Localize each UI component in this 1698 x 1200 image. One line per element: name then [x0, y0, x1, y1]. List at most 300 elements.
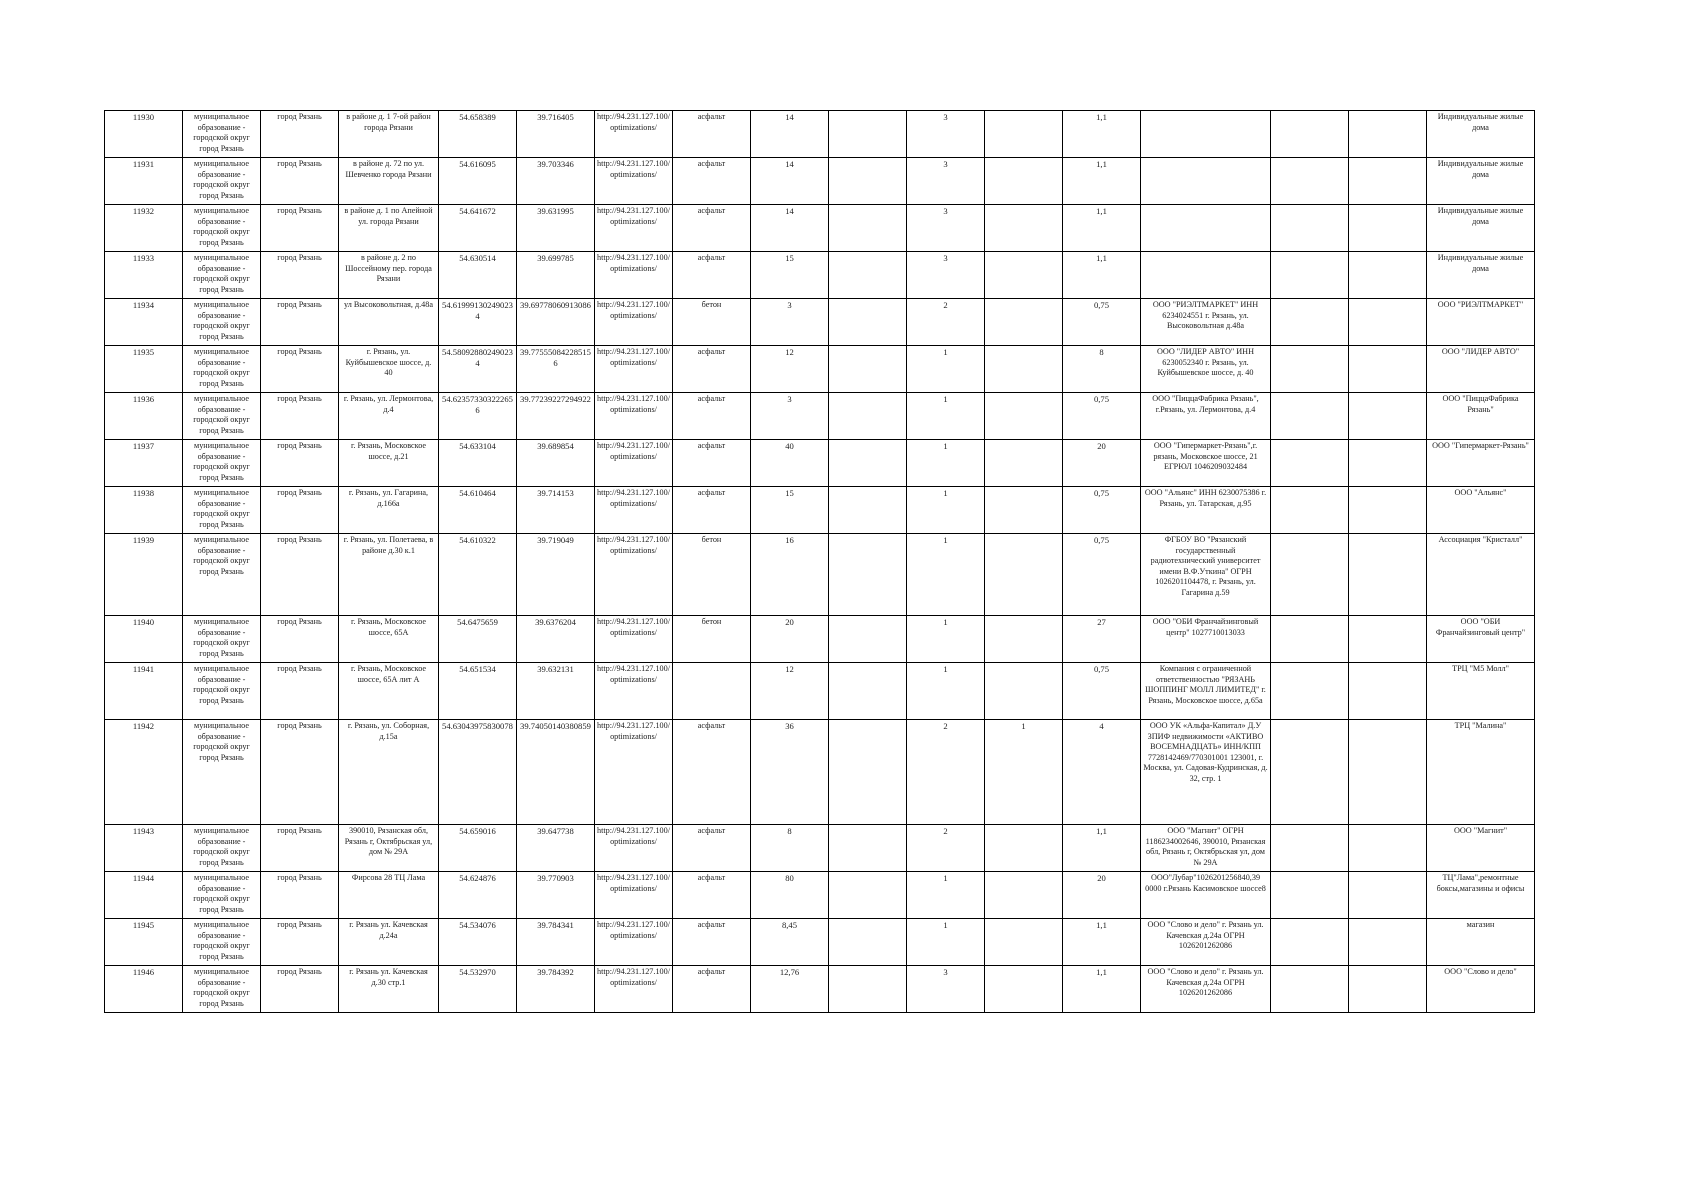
cell-c15: [1271, 440, 1349, 487]
cell-c10: [829, 534, 907, 616]
table-row: [105, 487, 1535, 534]
cell-url: http://94.231.127.100/optimizations/: [595, 534, 673, 616]
cell-id: 11935: [105, 346, 183, 393]
cell-c11: 1: [907, 663, 985, 720]
cell-source: ООО "Гипермаркет-Рязань": [1427, 440, 1535, 487]
table-row: [105, 534, 1535, 616]
cell-source: ООО "ЛИДЕР АВТО": [1427, 346, 1535, 393]
table-row: [105, 919, 1535, 966]
cell-id: 11931: [105, 158, 183, 205]
cell-c15: [1271, 111, 1349, 158]
cell-lon: 39.784392: [517, 966, 595, 1013]
cell-c11: 2: [907, 825, 985, 872]
cell-city: город Рязань: [261, 111, 339, 158]
cell-c15: [1271, 616, 1349, 663]
cell-lat: 54.624876: [439, 872, 517, 919]
cell-address: г. Рязань, ул. Полетаева, в районе д.30 к.1: [339, 534, 439, 616]
cell-id: 11945: [105, 919, 183, 966]
cell-c13: 1,1: [1063, 111, 1141, 158]
cell-surface: асфальт: [673, 111, 751, 158]
cell-c12: 1: [985, 720, 1063, 825]
cell-source: ТЦ"Лама",ремонтные боксы,магазины и офисы: [1427, 872, 1535, 919]
cell-mo: муниципальное образование - городской округ город Рязань: [183, 252, 261, 299]
cell-mo: муниципальное образование - городской округ город Рязань: [183, 825, 261, 872]
cell-c10: [829, 346, 907, 393]
cell-surface: асфальт: [673, 966, 751, 1013]
cell-address: г. Рязань ул. Качевская д.30 стр.1: [339, 966, 439, 1013]
cell-surface: бетон: [673, 534, 751, 616]
cell-c16: [1349, 720, 1427, 825]
cell-c12: [985, 111, 1063, 158]
cell-address: в районе д. 1 7-ой район города Рязани: [339, 111, 439, 158]
cell-lat: 54.6475659: [439, 616, 517, 663]
cell-id: 11946: [105, 966, 183, 1013]
cell-area: 36: [751, 720, 829, 825]
cell-lat: 54.658389: [439, 111, 517, 158]
cell-surface: асфальт: [673, 825, 751, 872]
cell-city: город Рязань: [261, 663, 339, 720]
cell-lon: 39.714153: [517, 487, 595, 534]
cell-c13: 1,1: [1063, 825, 1141, 872]
cell-c10: [829, 966, 907, 1013]
cell-url: http://94.231.127.100/optimizations/: [595, 663, 673, 720]
cell-source: ООО "ПиццаФабрика Рязань": [1427, 393, 1535, 440]
cell-area: 8,45: [751, 919, 829, 966]
cell-c13: 1,1: [1063, 252, 1141, 299]
cell-source: Индивидуальные жилые дома: [1427, 111, 1535, 158]
cell-surface: асфальт: [673, 346, 751, 393]
cell-address: г. Рязань ул. Качевская д.24а: [339, 919, 439, 966]
cell-surface: асфальт: [673, 252, 751, 299]
cell-lat: 54.616095: [439, 158, 517, 205]
cell-c12: [985, 663, 1063, 720]
cell-c10: [829, 720, 907, 825]
cell-url: http://94.231.127.100/optimizations/: [595, 919, 673, 966]
cell-lat: 54.619991302490234: [439, 299, 517, 346]
cell-source: магазин: [1427, 919, 1535, 966]
cell-c12: [985, 872, 1063, 919]
cell-lon: 39.703346: [517, 158, 595, 205]
cell-owner: ООО "ОБИ Франчайзинговый центр" 1027710013033: [1141, 616, 1271, 663]
cell-url: http://94.231.127.100/optimizations/: [595, 252, 673, 299]
cell-c16: [1349, 205, 1427, 252]
cell-c12: [985, 919, 1063, 966]
cell-city: город Рязань: [261, 252, 339, 299]
cell-c13: 20: [1063, 872, 1141, 919]
cell-id: 11934: [105, 299, 183, 346]
cell-c10: [829, 393, 907, 440]
table-row: [105, 825, 1535, 872]
cell-c10: [829, 487, 907, 534]
cell-area: 12,76: [751, 966, 829, 1013]
cell-c11: 3: [907, 252, 985, 299]
cell-id: 11936: [105, 393, 183, 440]
cell-lat: 54.659016: [439, 825, 517, 872]
cell-lat: 54.63043975830078: [439, 720, 517, 825]
cell-owner: [1141, 158, 1271, 205]
cell-mo: муниципальное образование - городской округ город Рязань: [183, 205, 261, 252]
cell-city: город Рязань: [261, 346, 339, 393]
cell-c16: [1349, 487, 1427, 534]
cell-lon: 39.69778060913086: [517, 299, 595, 346]
cell-url: http://94.231.127.100/optimizations/: [595, 393, 673, 440]
cell-c15: [1271, 393, 1349, 440]
cell-address: г. Рязань, ул. Соборная, д.15а: [339, 720, 439, 825]
table-row: [105, 111, 1535, 158]
cell-lon: 39.74050140380859: [517, 720, 595, 825]
cell-area: 14: [751, 158, 829, 205]
cell-surface: бетон: [673, 299, 751, 346]
cell-lon: 39.689854: [517, 440, 595, 487]
cell-url: http://94.231.127.100/optimizations/: [595, 205, 673, 252]
cell-mo: муниципальное образование - городской округ город Рязань: [183, 919, 261, 966]
cell-url: http://94.231.127.100/optimizations/: [595, 440, 673, 487]
cell-area: 12: [751, 346, 829, 393]
cell-lat: 54.623573303222656: [439, 393, 517, 440]
cell-c13: 20: [1063, 440, 1141, 487]
cell-lon: 39.632131: [517, 663, 595, 720]
cell-surface: [673, 663, 751, 720]
cell-c16: [1349, 663, 1427, 720]
cell-owner: ООО "Альянс" ИНН 6230075386 г. Рязань, ул. Татарская, д.95: [1141, 487, 1271, 534]
cell-owner: ООО"Лубар"1026201256840,39 0000 г.Рязань Касимовское шоссе8: [1141, 872, 1271, 919]
cell-c11: 1: [907, 440, 985, 487]
cell-surface: асфальт: [673, 487, 751, 534]
cell-source: ТРЦ "Малина": [1427, 720, 1535, 825]
cell-id: 11944: [105, 872, 183, 919]
cell-city: город Рязань: [261, 299, 339, 346]
cell-owner: ООО "Слово и дело" г. Рязань ул. Качевская д.24а ОГРН 1026201262086: [1141, 966, 1271, 1013]
cell-c10: [829, 825, 907, 872]
cell-city: город Рязань: [261, 487, 339, 534]
cell-lon: 39.647738: [517, 825, 595, 872]
cell-c11: 3: [907, 966, 985, 1013]
cell-c11: 1: [907, 487, 985, 534]
cell-c12: [985, 346, 1063, 393]
table-row: [105, 440, 1535, 487]
cell-url: http://94.231.127.100/optimizations/: [595, 111, 673, 158]
cell-c16: [1349, 158, 1427, 205]
cell-id: 11933: [105, 252, 183, 299]
cell-c15: [1271, 487, 1349, 534]
cell-owner: [1141, 252, 1271, 299]
cell-mo: муниципальное образование - городской округ город Рязань: [183, 616, 261, 663]
cell-c10: [829, 111, 907, 158]
cell-c13: 1,1: [1063, 966, 1141, 1013]
cell-url: http://94.231.127.100/optimizations/: [595, 872, 673, 919]
cell-area: 16: [751, 534, 829, 616]
cell-source: Индивидуальные жилые дома: [1427, 252, 1535, 299]
cell-owner: ООО "ЛИДЕР АВТО" ИНН 6230052340 г. Рязань, ул. Куйбышевское шоссе, д. 40: [1141, 346, 1271, 393]
cell-c16: [1349, 616, 1427, 663]
cell-lat: 54.630514: [439, 252, 517, 299]
cell-c15: [1271, 158, 1349, 205]
cell-c11: 1: [907, 919, 985, 966]
cell-address: г. Рязань, Московское шоссе, д.21: [339, 440, 439, 487]
cell-c13: 27: [1063, 616, 1141, 663]
cell-url: http://94.231.127.100/optimizations/: [595, 720, 673, 825]
cell-id: 11938: [105, 487, 183, 534]
cell-source: ООО "Альянс": [1427, 487, 1535, 534]
cell-surface: асфальт: [673, 158, 751, 205]
cell-owner: Компания с ограниченной ответственностью "РЯЗАНЬ ШОППИНГ МОЛЛ ЛИМИТЕД" г. Рязань, Московское шоссе, д.65а: [1141, 663, 1271, 720]
cell-lon: 39.770903: [517, 872, 595, 919]
table-row: [105, 616, 1535, 663]
cell-address: г. Рязань, ул. Гагарина, д.166а: [339, 487, 439, 534]
registry-table: [104, 110, 1535, 1013]
cell-mo: муниципальное образование - городской округ город Рязань: [183, 440, 261, 487]
cell-source: ООО "РИЭЛТМАРКЕТ": [1427, 299, 1535, 346]
cell-mo: муниципальное образование - городской округ город Рязань: [183, 346, 261, 393]
cell-lon: 39.699785: [517, 252, 595, 299]
cell-c10: [829, 663, 907, 720]
cell-url: http://94.231.127.100/optimizations/: [595, 158, 673, 205]
cell-c15: [1271, 252, 1349, 299]
table-row: [105, 346, 1535, 393]
cell-mo: муниципальное образование - городской округ город Рязань: [183, 663, 261, 720]
cell-c13: 0,75: [1063, 534, 1141, 616]
cell-source: ООО "Магнит": [1427, 825, 1535, 872]
cell-url: http://94.231.127.100/optimizations/: [595, 346, 673, 393]
cell-mo: муниципальное образование - городской округ город Рязань: [183, 720, 261, 825]
cell-c10: [829, 158, 907, 205]
cell-city: город Рязань: [261, 205, 339, 252]
cell-c16: [1349, 872, 1427, 919]
cell-c15: [1271, 872, 1349, 919]
cell-c12: [985, 487, 1063, 534]
cell-c11: 3: [907, 205, 985, 252]
cell-c12: [985, 299, 1063, 346]
cell-surface: асфальт: [673, 440, 751, 487]
cell-c10: [829, 440, 907, 487]
cell-address: г. Рязань, Московское шоссе, 65А лит А: [339, 663, 439, 720]
cell-c13: 0,75: [1063, 299, 1141, 346]
cell-c15: [1271, 346, 1349, 393]
cell-owner: ФГБОУ ВО "Рязанский государственный радиотехнический университет имени В.Ф.Уткина" ОГРН 1026201104478, г. Рязань, ул. Гагарина д.59: [1141, 534, 1271, 616]
cell-c15: [1271, 720, 1349, 825]
cell-lat: 54.651534: [439, 663, 517, 720]
cell-c10: [829, 919, 907, 966]
cell-c12: [985, 252, 1063, 299]
cell-mo: муниципальное образование - городской округ город Рязань: [183, 534, 261, 616]
cell-surface: асфальт: [673, 872, 751, 919]
cell-c12: [985, 393, 1063, 440]
cell-source: ООО "Слово и дело": [1427, 966, 1535, 1013]
cell-c16: [1349, 346, 1427, 393]
cell-c13: 1,1: [1063, 919, 1141, 966]
cell-owner: ООО "Магнит" ОГРН 1186234002646, 390010, Рязанская обл, Рязань г, Октябрьская ул, дом № 29А: [1141, 825, 1271, 872]
cell-c12: [985, 825, 1063, 872]
cell-city: город Рязань: [261, 534, 339, 616]
cell-source: Индивидуальные жилые дома: [1427, 205, 1535, 252]
cell-c12: [985, 440, 1063, 487]
cell-address: Фирсова 28 ТЦ Лама: [339, 872, 439, 919]
cell-owner: [1141, 111, 1271, 158]
cell-c15: [1271, 966, 1349, 1013]
cell-c11: 2: [907, 299, 985, 346]
cell-lon: 39.716405: [517, 111, 595, 158]
cell-c11: 1: [907, 393, 985, 440]
cell-url: http://94.231.127.100/optimizations/: [595, 966, 673, 1013]
cell-lat: 54.641672: [439, 205, 517, 252]
cell-owner: [1141, 205, 1271, 252]
cell-city: город Рязань: [261, 440, 339, 487]
cell-c12: [985, 534, 1063, 616]
cell-id: 11932: [105, 205, 183, 252]
cell-area: 20: [751, 616, 829, 663]
cell-lon: 39.775550842285156: [517, 346, 595, 393]
cell-city: город Рязань: [261, 872, 339, 919]
cell-c16: [1349, 440, 1427, 487]
cell-source: ООО "ОБИ Франчайзинговый центр": [1427, 616, 1535, 663]
cell-id: 11937: [105, 440, 183, 487]
cell-city: город Рязань: [261, 158, 339, 205]
table-row: [105, 872, 1535, 919]
cell-surface: асфальт: [673, 720, 751, 825]
cell-owner: ООО "Гипермаркет-Рязань",г. рязань, Московское шоссе, 21 ЕГРЮЛ 1046209032484: [1141, 440, 1271, 487]
cell-url: http://94.231.127.100/optimizations/: [595, 825, 673, 872]
cell-lat: 54.610464: [439, 487, 517, 534]
cell-url: http://94.231.127.100/optimizations/: [595, 616, 673, 663]
cell-c16: [1349, 966, 1427, 1013]
cell-lon: 39.77239227294922: [517, 393, 595, 440]
cell-c11: 3: [907, 111, 985, 158]
cell-mo: муниципальное образование - городской округ город Рязань: [183, 872, 261, 919]
cell-surface: асфальт: [673, 919, 751, 966]
cell-owner: ООО "РИЭЛТМАРКЕТ" ИНН 6234024551 г. Рязань, ул. Высоковольтная д.48а: [1141, 299, 1271, 346]
cell-c16: [1349, 919, 1427, 966]
cell-mo: муниципальное образование - городской округ город Рязань: [183, 966, 261, 1013]
cell-source: Ассоциация "Кристалл": [1427, 534, 1535, 616]
cell-url: http://94.231.127.100/optimizations/: [595, 299, 673, 346]
cell-c15: [1271, 534, 1349, 616]
cell-lat: 54.532970: [439, 966, 517, 1013]
cell-id: 11940: [105, 616, 183, 663]
cell-c11: 3: [907, 158, 985, 205]
cell-owner: ООО "Слово и дело" г. Рязань ул. Качевская д.24а ОГРН 1026201262086: [1141, 919, 1271, 966]
cell-id: 11943: [105, 825, 183, 872]
cell-c13: 0,75: [1063, 663, 1141, 720]
cell-address: в районе д. 72 по ул. Шевченко города Рязани: [339, 158, 439, 205]
table-row: [105, 205, 1535, 252]
table-row: [105, 158, 1535, 205]
cell-lat: 54.580928802490234: [439, 346, 517, 393]
cell-area: 80: [751, 872, 829, 919]
cell-surface: бетон: [673, 616, 751, 663]
cell-id: 11941: [105, 663, 183, 720]
cell-city: город Рязань: [261, 393, 339, 440]
table-row: [105, 720, 1535, 825]
cell-c11: 1: [907, 872, 985, 919]
cell-c10: [829, 252, 907, 299]
cell-lat: 54.633104: [439, 440, 517, 487]
cell-lon: 39.784341: [517, 919, 595, 966]
cell-id: 11942: [105, 720, 183, 825]
cell-area: 15: [751, 487, 829, 534]
cell-c13: 8: [1063, 346, 1141, 393]
cell-id: 11930: [105, 111, 183, 158]
cell-c11: 2: [907, 720, 985, 825]
cell-c16: [1349, 393, 1427, 440]
cell-lon: 39.719049: [517, 534, 595, 616]
cell-mo: муниципальное образование - городской округ город Рязань: [183, 487, 261, 534]
cell-mo: муниципальное образование - городской округ город Рязань: [183, 299, 261, 346]
cell-c13: 1,1: [1063, 158, 1141, 205]
cell-mo: муниципальное образование - городской округ город Рязань: [183, 158, 261, 205]
cell-address: г. Рязань, ул. Лермонтова, д.4: [339, 393, 439, 440]
cell-mo: муниципальное образование - городской округ город Рязань: [183, 393, 261, 440]
cell-c15: [1271, 919, 1349, 966]
cell-source: Индивидуальные жилые дома: [1427, 158, 1535, 205]
cell-area: 3: [751, 299, 829, 346]
cell-c11: 1: [907, 534, 985, 616]
cell-c13: 4: [1063, 720, 1141, 825]
cell-address: г. Рязань, Московское шоссе, 65А: [339, 616, 439, 663]
table-row: [105, 663, 1535, 720]
cell-c13: 0,75: [1063, 487, 1141, 534]
cell-address: 390010, Рязанская обл, Рязань г, Октябрьская ул, дом № 29А: [339, 825, 439, 872]
cell-url: http://94.231.127.100/optimizations/: [595, 487, 673, 534]
cell-lat: 54.534076: [439, 919, 517, 966]
cell-surface: асфальт: [673, 393, 751, 440]
cell-c16: [1349, 111, 1427, 158]
cell-c12: [985, 205, 1063, 252]
cell-c15: [1271, 299, 1349, 346]
cell-lon: 39.631995: [517, 205, 595, 252]
table-row: [105, 299, 1535, 346]
cell-city: город Рязань: [261, 825, 339, 872]
cell-c12: [985, 966, 1063, 1013]
cell-c15: [1271, 825, 1349, 872]
cell-area: 15: [751, 252, 829, 299]
cell-c12: [985, 158, 1063, 205]
cell-address: г. Рязань, ул. Куйбышевское шоссе, д. 40: [339, 346, 439, 393]
cell-lat: 54.610322: [439, 534, 517, 616]
cell-c15: [1271, 663, 1349, 720]
cell-mo: муниципальное образование - городской округ город Рязань: [183, 111, 261, 158]
cell-area: 14: [751, 111, 829, 158]
cell-id: 11939: [105, 534, 183, 616]
cell-city: город Рязань: [261, 919, 339, 966]
cell-c11: 1: [907, 346, 985, 393]
table-row: [105, 966, 1535, 1013]
cell-c11: 1: [907, 616, 985, 663]
cell-city: город Рязань: [261, 616, 339, 663]
cell-address: в районе д. 2 по Шоссейному пер. города Рязани: [339, 252, 439, 299]
cell-c16: [1349, 299, 1427, 346]
cell-c15: [1271, 205, 1349, 252]
cell-c13: 1,1: [1063, 205, 1141, 252]
cell-area: 3: [751, 393, 829, 440]
cell-c12: [985, 616, 1063, 663]
cell-surface: асфальт: [673, 205, 751, 252]
cell-address: в районе д. 1 по Апейной ул. города Рязани: [339, 205, 439, 252]
cell-area: 12: [751, 663, 829, 720]
cell-c13: 0,75: [1063, 393, 1141, 440]
cell-c16: [1349, 252, 1427, 299]
cell-area: 40: [751, 440, 829, 487]
cell-c10: [829, 872, 907, 919]
cell-c10: [829, 299, 907, 346]
cell-c16: [1349, 534, 1427, 616]
cell-lon: 39.6376204: [517, 616, 595, 663]
cell-address: ул Высоковольтная, д.48а: [339, 299, 439, 346]
cell-area: 14: [751, 205, 829, 252]
cell-c10: [829, 205, 907, 252]
cell-owner: ООО "ПиццаФабрика Рязань", г.Рязань, ул. Лермонтова, д.4: [1141, 393, 1271, 440]
cell-c10: [829, 616, 907, 663]
cell-area: 8: [751, 825, 829, 872]
